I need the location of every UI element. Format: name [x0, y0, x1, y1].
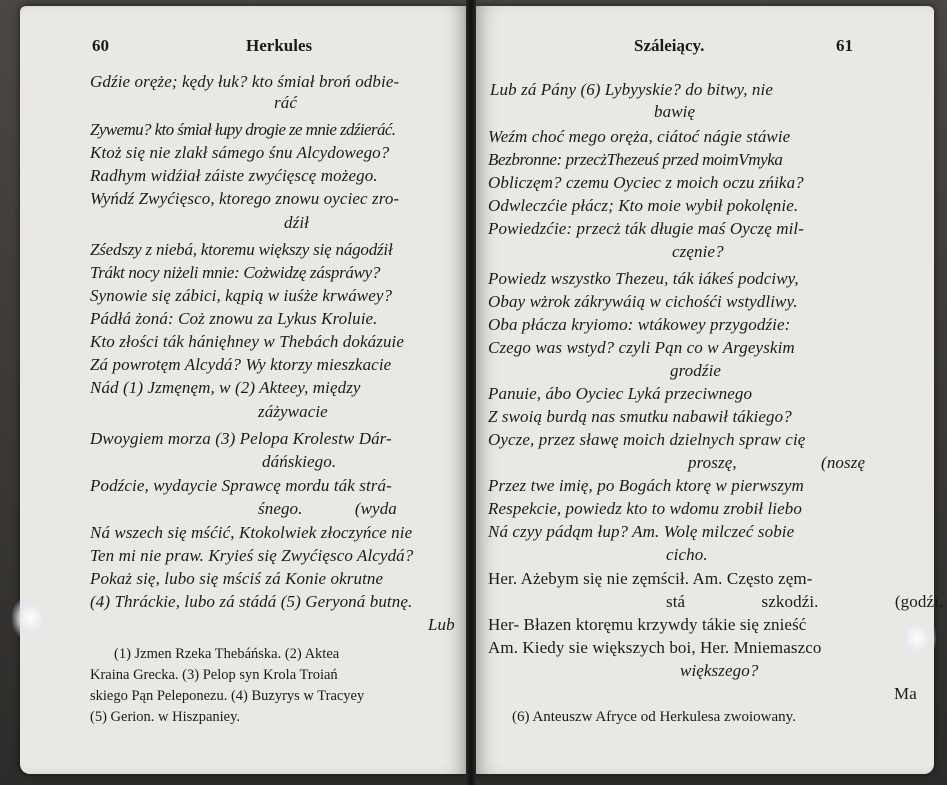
- text-line: Radhym widźiał záiste zwyćięscę możego.: [90, 166, 378, 185]
- text-line: większego?: [680, 661, 759, 680]
- text-line: Z swoią burdą nas smutku nabawił tákiego?: [488, 407, 792, 426]
- text-line: Zá powrotęm Alcydá? Wy ktorzy mieszkacie: [90, 355, 392, 374]
- text-line: śnego. (wyda: [258, 499, 397, 518]
- text-line: Zśedszy z niebá, ktoremu większy się nágodźił: [90, 240, 393, 259]
- text-line: Dwoygiem morza (3) Pelopa Krolestw Dár-: [90, 429, 392, 448]
- footnote-line: (1) Jzmen Rzeka Thebáńska. (2) Aktea: [114, 646, 340, 662]
- text-line: Her. Ażebym się nie zęmścił. Am. Często zęm-: [488, 569, 813, 588]
- text-line: Podźcie, wydaycie Sprawcę mordu ták strá-: [90, 476, 392, 495]
- text-line: (4) Thráckie, lubo zá stádá (5) Geryoná butnę.: [90, 592, 413, 611]
- page-clip-left: [12, 596, 50, 640]
- text-line: Powiedzćie: przecż ták długie maś Oyczę mil-: [488, 219, 804, 238]
- text-line: dźił: [284, 213, 309, 232]
- book-gutter: [466, 0, 476, 785]
- text-line: ráć: [274, 93, 297, 112]
- footnote-line: skiego Pąn Peleponezu. (4) Buzyrys w Tracyey: [90, 688, 365, 704]
- text-line: Wyńdź Zwyćięsco, ktorego znowu oyciec zro-: [90, 189, 400, 208]
- text-line: Obay wżrok zákrywáią w cichośći wstydliwy.: [488, 292, 798, 311]
- footnote-line: (6) Anteuszw Afryce od Herkulesa zwoiowany.: [512, 709, 796, 725]
- text-line: grodźie: [670, 361, 722, 380]
- footnote-line: (5) Gerion. w Hiszpaniey.: [90, 709, 241, 725]
- text-line: Oba płácza kryiomo: wtákowey przygodźie:: [488, 315, 791, 334]
- text-line: Respekcie, powiedz kto to wdomu zrobił liebo: [488, 499, 802, 518]
- catchword: Ma: [894, 684, 917, 703]
- text-line: Lub zá Pány (6) Lybyyskie? do bitwy, nie: [490, 80, 773, 99]
- text-line: záżywacie: [258, 402, 328, 421]
- left-page: [20, 6, 470, 774]
- text-line: dáńskiego.: [262, 452, 337, 471]
- text-line: Panuie, ábo Oyciec Lyká przeciwnego: [488, 384, 753, 403]
- text-line: Przez twe imię, po Bogách ktorę w pierwszym: [488, 476, 804, 495]
- text-line: Nád (1) Jzmęnęm, w (2) Akteey, między: [90, 378, 361, 397]
- text-line: częnie?: [672, 242, 724, 261]
- text-line: Ná wszech się mśćić, Ktokolwiek złoczyńce nie: [90, 523, 413, 542]
- right-page: [472, 6, 944, 774]
- page-clip-right: [898, 616, 936, 660]
- page-number-left: 60: [92, 36, 109, 55]
- text-line: Pádłá żoná: Coż znowu za Lykus Kroluie.: [90, 309, 378, 328]
- text-line: Powiedz wszystko Thezeu, ták iákeś podciwy,: [488, 269, 799, 288]
- text-line: Kto złości ták hánięhney w Thebách dokázuie: [90, 332, 405, 351]
- catchword: Lub: [428, 615, 455, 634]
- text-line: bawię: [654, 102, 696, 121]
- running-head-right: Száleiący.: [634, 36, 705, 55]
- footnote-line: Kraina Grecka. (3) Pelop syn Krola Troiań: [90, 667, 338, 683]
- text-line: cicho.: [666, 545, 708, 564]
- text-line: Zywemu? kto śmiał łupy drogie ze mnie zdźieráć.: [90, 120, 396, 139]
- text-line: Gdźie oręże; kędy łuk? kto śmiał broń odbie-: [90, 72, 400, 91]
- text-line: Ná czyy pádąm łup? Am. Wolę milczeć sobie: [488, 522, 795, 541]
- text-line: Synowie się zábici, kąpią w iuśże krwáwey?: [90, 286, 393, 305]
- text-line: Weźm choć mego oręża, ciátoć nágie stáwie: [488, 127, 791, 146]
- text-line: proszę, (noszę: [688, 453, 866, 472]
- text-line: Obliczęm? czemu Oyciec z moich oczu zńika?: [488, 173, 804, 192]
- page-number-right: 61: [836, 36, 853, 55]
- text-line: Ktoż się nie zlakł sámego śnu Alcydowego?: [90, 143, 390, 162]
- text-line: Bezbronne: przecżThezeuś przed moimVmyka: [488, 150, 783, 169]
- text-line: stá szkodźi. (godźi.: [666, 592, 944, 611]
- text-line: Oycze, przez sławę moich dzielnych spraw cię: [488, 430, 806, 449]
- text-line: Pokaż się, lubo się mściś zá Konie okrutne: [90, 569, 384, 588]
- running-head-left: Herkules: [246, 36, 313, 55]
- text-line: Ten mi nie praw. Kryieś się Zwyćięsco Alcydá?: [90, 546, 414, 565]
- text-line: Her- Błazen ktoręmu krzywdy tákie się znieść: [488, 615, 807, 634]
- text-line: Trákt nocy niżeli mnie: Cożwidzę záspráwy?: [90, 263, 381, 282]
- text-line: Czego was wstyd? czyli Pąn co w Argeyskim: [488, 338, 795, 357]
- text-line: Am. Kiedy sie większych boi, Her. Mniemaszco: [488, 638, 822, 657]
- text-line: Odwleczćie płácz; Kto moie wybił pokolęnie.: [488, 196, 799, 215]
